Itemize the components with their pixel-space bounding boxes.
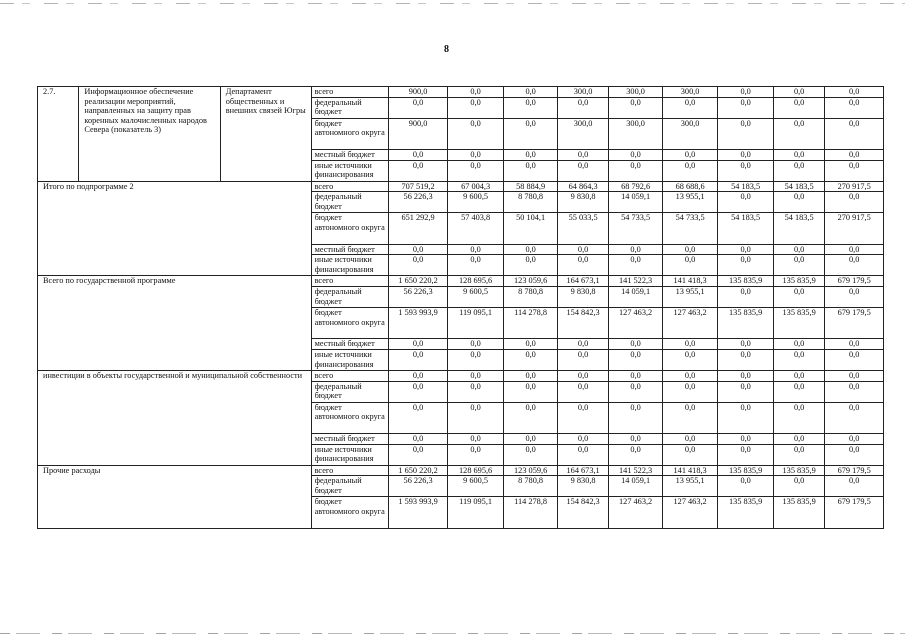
value-cell: 56 226,3 <box>389 476 448 497</box>
value-cell: 127 463,2 <box>662 307 718 339</box>
section-label: Прочие расходы <box>38 465 312 528</box>
value-cell: 0,0 <box>773 160 824 181</box>
value-cell: 0,0 <box>609 371 663 382</box>
value-cell: 0,0 <box>662 434 718 445</box>
value-cell: 0,0 <box>447 381 504 402</box>
value-cell: 164 673,1 <box>557 276 608 287</box>
funding-source: иные источники финансирования <box>311 255 389 276</box>
value-cell: 0,0 <box>662 402 718 434</box>
value-cell: 0,0 <box>825 244 884 255</box>
value-cell: 0,0 <box>389 350 448 371</box>
value-cell: 1 650 220,2 <box>389 276 448 287</box>
funding-source: федеральный бюджет <box>311 381 389 402</box>
value-cell: 119 095,1 <box>447 307 504 339</box>
value-cell: 0,0 <box>447 244 504 255</box>
value-cell: 0,0 <box>609 434 663 445</box>
value-cell: 9 600,5 <box>447 192 504 213</box>
funding-source: местный бюджет <box>311 244 389 255</box>
value-cell: 0,0 <box>557 381 608 402</box>
value-cell: 0,0 <box>389 381 448 402</box>
funding-source: иные источники финансирования <box>311 160 389 181</box>
value-cell: 0,0 <box>773 118 824 150</box>
value-cell: 270 917,5 <box>825 181 884 192</box>
value-cell: 651 292,9 <box>389 213 448 245</box>
value-cell: 679 179,5 <box>825 276 884 287</box>
value-cell: 0,0 <box>825 350 884 371</box>
value-cell: 54 183,5 <box>718 213 774 245</box>
value-cell: 0,0 <box>773 371 824 382</box>
value-cell: 0,0 <box>825 150 884 161</box>
value-cell: 0,0 <box>447 118 504 150</box>
value-cell: 0,0 <box>557 402 608 434</box>
value-cell: 0,0 <box>773 381 824 402</box>
value-cell: 0,0 <box>389 255 448 276</box>
value-cell: 0,0 <box>447 350 504 371</box>
value-cell: 0,0 <box>718 97 774 118</box>
value-cell: 0,0 <box>609 150 663 161</box>
value-cell: 0,0 <box>718 434 774 445</box>
value-cell: 0,0 <box>825 444 884 465</box>
value-cell: 127 463,2 <box>662 497 718 529</box>
value-cell: 900,0 <box>389 87 448 98</box>
value-cell: 0,0 <box>557 244 608 255</box>
funding-source: всего <box>311 181 389 192</box>
value-cell: 0,0 <box>825 118 884 150</box>
value-cell: 141 522,3 <box>609 465 663 476</box>
value-cell: 67 004,3 <box>447 181 504 192</box>
value-cell: 55 033,5 <box>557 213 608 245</box>
value-cell: 0,0 <box>718 339 774 350</box>
page-number: 8 <box>444 44 449 55</box>
value-cell: 0,0 <box>718 255 774 276</box>
value-cell: 0,0 <box>609 339 663 350</box>
value-cell: 0,0 <box>389 150 448 161</box>
value-cell: 0,0 <box>773 255 824 276</box>
value-cell: 0,0 <box>718 87 774 98</box>
value-cell: 0,0 <box>557 350 608 371</box>
value-cell: 0,0 <box>504 244 558 255</box>
funding-source: местный бюджет <box>311 434 389 445</box>
scan-edge-bottom <box>0 633 905 634</box>
value-cell: 0,0 <box>662 381 718 402</box>
value-cell: 0,0 <box>825 476 884 497</box>
value-cell: 270 917,5 <box>825 213 884 245</box>
value-cell: 0,0 <box>773 87 824 98</box>
value-cell: 0,0 <box>389 371 448 382</box>
value-cell: 54 183,5 <box>718 181 774 192</box>
value-cell: 300,0 <box>609 87 663 98</box>
value-cell: 0,0 <box>773 286 824 307</box>
table-body <box>38 87 884 529</box>
value-cell: 0,0 <box>825 434 884 445</box>
value-cell: 141 522,3 <box>609 276 663 287</box>
value-cell: 0,0 <box>504 97 558 118</box>
value-cell: 0,0 <box>718 118 774 150</box>
funding-source: федеральный бюджет <box>311 286 389 307</box>
value-cell: 8 780,8 <box>504 286 558 307</box>
table-row <box>38 465 884 476</box>
value-cell: 0,0 <box>662 244 718 255</box>
value-cell: 135 835,9 <box>718 497 774 529</box>
value-cell: 154 842,3 <box>557 497 608 529</box>
value-cell: 1 650 220,2 <box>389 465 448 476</box>
funding-source: иные источники финансирования <box>311 350 389 371</box>
value-cell: 0,0 <box>447 371 504 382</box>
value-cell: 0,0 <box>447 402 504 434</box>
section-label: Итого по подпрограмме 2 <box>38 181 312 276</box>
item-executor: Департамент общественных и внешних связей Югры <box>220 87 311 182</box>
value-cell: 0,0 <box>718 286 774 307</box>
value-cell: 0,0 <box>504 371 558 382</box>
funding-source: федеральный бюджет <box>311 476 389 497</box>
value-cell: 135 835,9 <box>718 276 774 287</box>
funding-source: всего <box>311 465 389 476</box>
value-cell: 0,0 <box>557 97 608 118</box>
value-cell: 135 835,9 <box>773 497 824 529</box>
value-cell: 8 780,8 <box>504 476 558 497</box>
item-number: 2.7. <box>38 87 79 182</box>
value-cell: 679 179,5 <box>825 497 884 529</box>
value-cell: 9 830,8 <box>557 476 608 497</box>
value-cell: 300,0 <box>609 118 663 150</box>
value-cell: 0,0 <box>557 444 608 465</box>
value-cell: 300,0 <box>557 87 608 98</box>
value-cell: 0,0 <box>825 371 884 382</box>
value-cell: 0,0 <box>447 160 504 181</box>
value-cell: 0,0 <box>609 381 663 402</box>
value-cell: 0,0 <box>447 255 504 276</box>
value-cell: 9 600,5 <box>447 476 504 497</box>
value-cell: 0,0 <box>718 381 774 402</box>
value-cell: 0,0 <box>718 402 774 434</box>
value-cell: 14 059,1 <box>609 286 663 307</box>
value-cell: 54 183,5 <box>773 213 824 245</box>
value-cell: 0,0 <box>825 402 884 434</box>
value-cell: 54 733,5 <box>662 213 718 245</box>
value-cell: 0,0 <box>825 192 884 213</box>
value-cell: 0,0 <box>662 339 718 350</box>
value-cell: 0,0 <box>389 97 448 118</box>
value-cell: 300,0 <box>557 118 608 150</box>
value-cell: 0,0 <box>609 255 663 276</box>
value-cell: 0,0 <box>773 339 824 350</box>
value-cell: 128 695,6 <box>447 276 504 287</box>
value-cell: 0,0 <box>504 434 558 445</box>
value-cell: 0,0 <box>609 160 663 181</box>
value-cell: 0,0 <box>609 350 663 371</box>
value-cell: 0,0 <box>557 160 608 181</box>
funding-source: федеральный бюджет <box>311 192 389 213</box>
value-cell: 50 104,1 <box>504 213 558 245</box>
table-row <box>38 276 884 287</box>
value-cell: 0,0 <box>447 434 504 445</box>
value-cell: 64 864,3 <box>557 181 608 192</box>
value-cell: 0,0 <box>825 381 884 402</box>
section-label: Всего по государственной программе <box>38 276 312 371</box>
value-cell: 56 226,3 <box>389 192 448 213</box>
funding-source: всего <box>311 371 389 382</box>
value-cell: 0,0 <box>718 192 774 213</box>
value-cell: 0,0 <box>557 339 608 350</box>
value-cell: 0,0 <box>447 444 504 465</box>
value-cell: 679 179,5 <box>825 307 884 339</box>
funding-source: бюджет автономного округа <box>311 402 389 434</box>
value-cell: 0,0 <box>504 339 558 350</box>
value-cell: 0,0 <box>504 255 558 276</box>
value-cell: 13 955,1 <box>662 476 718 497</box>
value-cell: 135 835,9 <box>773 465 824 476</box>
value-cell: 127 463,2 <box>609 497 663 529</box>
value-cell: 0,0 <box>718 244 774 255</box>
value-cell: 114 278,8 <box>504 497 558 529</box>
value-cell: 0,0 <box>773 150 824 161</box>
value-cell: 68 792,6 <box>609 181 663 192</box>
value-cell: 0,0 <box>825 87 884 98</box>
value-cell: 0,0 <box>825 160 884 181</box>
value-cell: 0,0 <box>447 150 504 161</box>
value-cell: 0,0 <box>662 444 718 465</box>
value-cell: 0,0 <box>447 339 504 350</box>
value-cell: 0,0 <box>825 255 884 276</box>
value-cell: 0,0 <box>609 97 663 118</box>
value-cell: 0,0 <box>773 402 824 434</box>
value-cell: 0,0 <box>662 160 718 181</box>
value-cell: 0,0 <box>718 150 774 161</box>
value-cell: 0,0 <box>773 434 824 445</box>
value-cell: 0,0 <box>718 476 774 497</box>
funding-source: бюджет автономного округа <box>311 307 389 339</box>
value-cell: 135 835,9 <box>773 276 824 287</box>
funding-source: бюджет автономного округа <box>311 118 389 150</box>
item-title: Информационное обеспечение реализации мероприятий, направленных на защиту прав коренных малочисленных народов Севера (показатель 3) <box>79 87 220 182</box>
value-cell: 0,0 <box>504 150 558 161</box>
funding-source: местный бюджет <box>311 150 389 161</box>
value-cell: 141 418,3 <box>662 276 718 287</box>
funding-source: бюджет автономного округа <box>311 213 389 245</box>
value-cell: 0,0 <box>389 339 448 350</box>
value-cell: 9 830,8 <box>557 192 608 213</box>
value-cell: 0,0 <box>609 444 663 465</box>
value-cell: 0,0 <box>557 150 608 161</box>
funding-source: бюджет автономного округа <box>311 497 389 529</box>
value-cell: 9 830,8 <box>557 286 608 307</box>
value-cell: 0,0 <box>773 350 824 371</box>
value-cell: 164 673,1 <box>557 465 608 476</box>
value-cell: 0,0 <box>718 444 774 465</box>
value-cell: 0,0 <box>662 150 718 161</box>
value-cell: 119 095,1 <box>447 497 504 529</box>
value-cell: 135 835,9 <box>718 465 774 476</box>
value-cell: 0,0 <box>662 371 718 382</box>
budget-table <box>37 86 884 529</box>
value-cell: 0,0 <box>389 160 448 181</box>
value-cell: 127 463,2 <box>609 307 663 339</box>
value-cell: 0,0 <box>662 255 718 276</box>
value-cell: 0,0 <box>389 244 448 255</box>
funding-source: всего <box>311 276 389 287</box>
value-cell: 54 183,5 <box>773 181 824 192</box>
scan-edge-top <box>0 3 905 4</box>
value-cell: 900,0 <box>389 118 448 150</box>
funding-source: иные источники финансирования <box>311 444 389 465</box>
value-cell: 13 955,1 <box>662 286 718 307</box>
value-cell: 135 835,9 <box>773 307 824 339</box>
value-cell: 0,0 <box>557 371 608 382</box>
value-cell: 14 059,1 <box>609 192 663 213</box>
value-cell: 0,0 <box>504 381 558 402</box>
value-cell: 0,0 <box>557 255 608 276</box>
value-cell: 0,0 <box>662 97 718 118</box>
value-cell: 0,0 <box>773 444 824 465</box>
value-cell: 0,0 <box>504 160 558 181</box>
value-cell: 0,0 <box>504 87 558 98</box>
value-cell: 9 600,5 <box>447 286 504 307</box>
value-cell: 300,0 <box>662 87 718 98</box>
value-cell: 123 059,6 <box>504 465 558 476</box>
value-cell: 300,0 <box>662 118 718 150</box>
value-cell: 58 884,9 <box>504 181 558 192</box>
value-cell: 128 695,6 <box>447 465 504 476</box>
value-cell: 56 226,3 <box>389 286 448 307</box>
value-cell: 154 842,3 <box>557 307 608 339</box>
value-cell: 1 593 993,9 <box>389 497 448 529</box>
value-cell: 0,0 <box>504 350 558 371</box>
value-cell: 123 059,6 <box>504 276 558 287</box>
value-cell: 0,0 <box>773 192 824 213</box>
value-cell: 0,0 <box>447 97 504 118</box>
value-cell: 13 955,1 <box>662 192 718 213</box>
value-cell: 14 059,1 <box>609 476 663 497</box>
value-cell: 679 179,5 <box>825 465 884 476</box>
value-cell: 8 780,8 <box>504 192 558 213</box>
value-cell: 54 733,5 <box>609 213 663 245</box>
value-cell: 707 519,2 <box>389 181 448 192</box>
value-cell: 0,0 <box>718 160 774 181</box>
value-cell: 0,0 <box>447 87 504 98</box>
value-cell: 0,0 <box>773 97 824 118</box>
value-cell: 0,0 <box>718 371 774 382</box>
value-cell: 0,0 <box>825 339 884 350</box>
value-cell: 114 278,8 <box>504 307 558 339</box>
value-cell: 0,0 <box>504 444 558 465</box>
value-cell: 57 403,8 <box>447 213 504 245</box>
section-label: инвестиции в объекты государственной и муниципальной собственности <box>38 371 312 466</box>
value-cell: 135 835,9 <box>718 307 774 339</box>
value-cell: 0,0 <box>825 97 884 118</box>
value-cell: 0,0 <box>773 476 824 497</box>
funding-source: местный бюджет <box>311 339 389 350</box>
value-cell: 0,0 <box>557 434 608 445</box>
value-cell: 0,0 <box>773 244 824 255</box>
value-cell: 0,0 <box>504 118 558 150</box>
value-cell: 0,0 <box>662 350 718 371</box>
value-cell: 68 688,6 <box>662 181 718 192</box>
value-cell: 0,0 <box>389 434 448 445</box>
funding-source: федеральный бюджет <box>311 97 389 118</box>
value-cell: 0,0 <box>825 286 884 307</box>
value-cell: 0,0 <box>504 402 558 434</box>
value-cell: 0,0 <box>389 444 448 465</box>
value-cell: 1 593 993,9 <box>389 307 448 339</box>
value-cell: 141 418,3 <box>662 465 718 476</box>
table-row <box>38 371 884 382</box>
value-cell: 0,0 <box>609 402 663 434</box>
table-row <box>38 87 884 98</box>
value-cell: 0,0 <box>609 244 663 255</box>
value-cell: 0,0 <box>389 402 448 434</box>
funding-source: всего <box>311 87 389 98</box>
table-row <box>38 181 884 192</box>
value-cell: 0,0 <box>718 350 774 371</box>
